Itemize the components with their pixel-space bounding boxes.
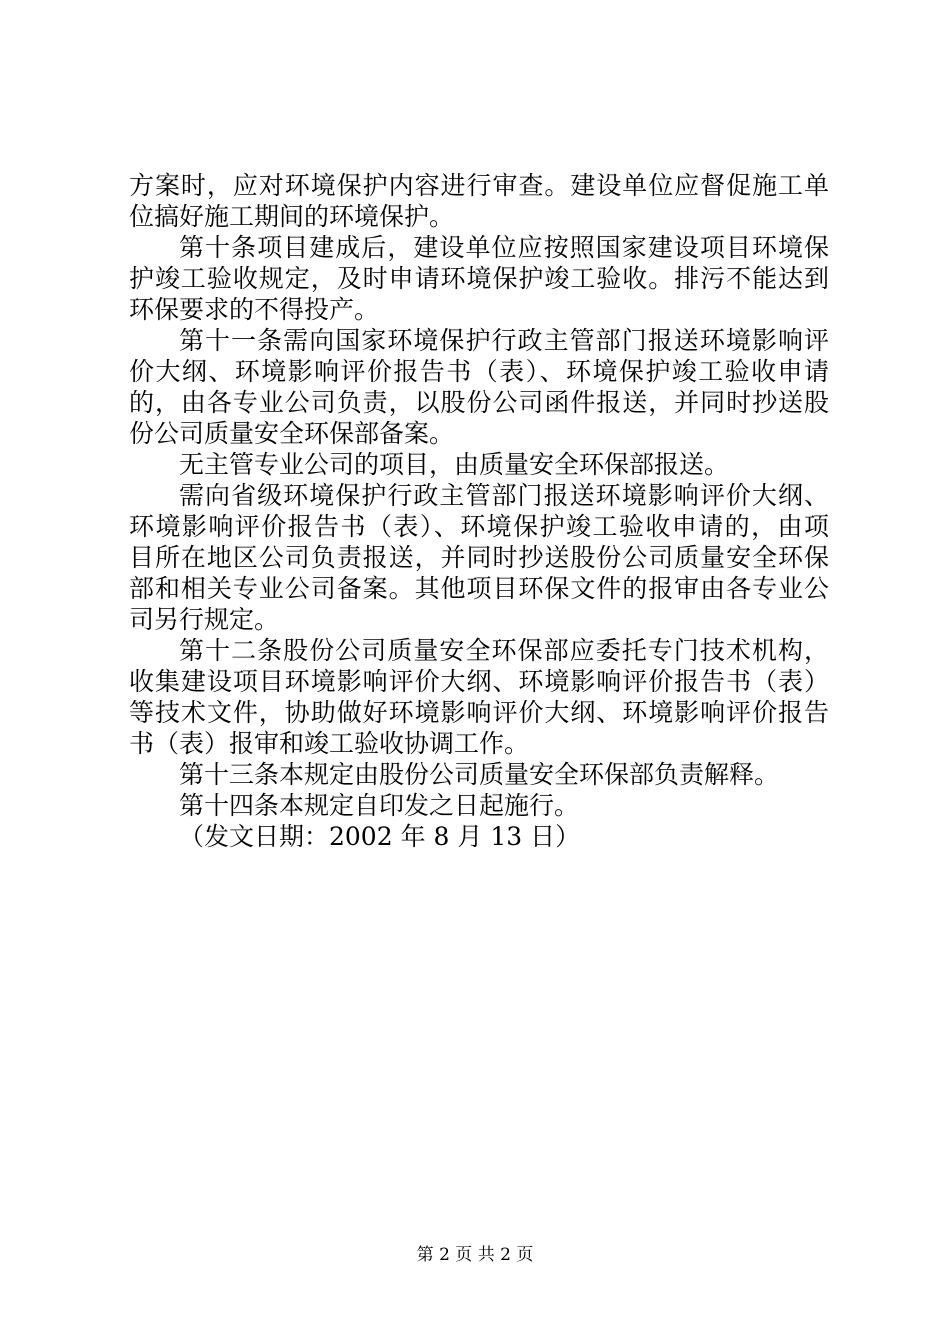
text-line: 环保要求的不得投产。 <box>129 295 380 324</box>
text-line: 等技术文件，协助做好环境影响评价大纲、环境影响评价报告 <box>129 698 829 727</box>
text-line: 目所在地区公司负责报送，并同时抄送股份公司质量安全环保 <box>129 543 829 572</box>
article-12-line: 第十二条股份公司质量安全环保部应委托专门技术机构， <box>179 636 829 665</box>
text-line: 护竣工验收规定，及时申请环境保护竣工验收。排污不能达到 <box>129 264 829 293</box>
text-line: 无主管专业公司的项目，由质量安全环保部报送。 <box>179 450 730 479</box>
text-line: 价大纲、环境影响评价报告书（表）、环境保护竣工验收申请 <box>129 357 829 386</box>
page-number-footer: 第 2 页 共 2 页 <box>416 1245 534 1265</box>
text-line: 位搞好施工期间的环境保护。 <box>129 202 455 231</box>
document-body <box>129 170 829 852</box>
article-10-line: 第十条项目建成后，建设单位应按照国家建设项目环境保 <box>179 233 829 262</box>
article-14-line: 第十四条本规定自印发之日起施行。 <box>179 791 580 820</box>
text-line: 的，由各专业公司负责，以股份公司函件报送，并同时抄送股 <box>129 388 829 417</box>
text-line: 需向省级环境保护行政主管部门报送环境影响评价大纲、 <box>179 481 829 510</box>
text-line: 方案时，应对环境保护内容进行审查。建设单位应督促施工单 <box>129 171 829 200</box>
issue-date-line: （发文日期：2002 年 8 月 13 日） <box>179 822 581 851</box>
text-line: 书（表）报审和竣工验收协调工作。 <box>129 729 530 758</box>
article-11-line: 第十一条需向国家环境保护行政主管部门报送环境影响评 <box>179 326 829 355</box>
text-line: 收集建设项目环境影响评价大纲、环境影响评价报告书（表） <box>129 667 829 696</box>
text-line: 司另行规定。 <box>129 605 280 634</box>
text-line: 环境影响评价报告书（表）、环境保护竣工验收申请的，由项 <box>129 512 829 541</box>
text-line: 份公司质量安全环保部备案。 <box>129 419 455 448</box>
text-line: 部和相关专业公司备案。其他项目环保文件的报审由各专业公 <box>129 574 829 603</box>
article-13-line: 第十三条本规定由股份公司质量安全环保部负责解释。 <box>179 760 780 789</box>
